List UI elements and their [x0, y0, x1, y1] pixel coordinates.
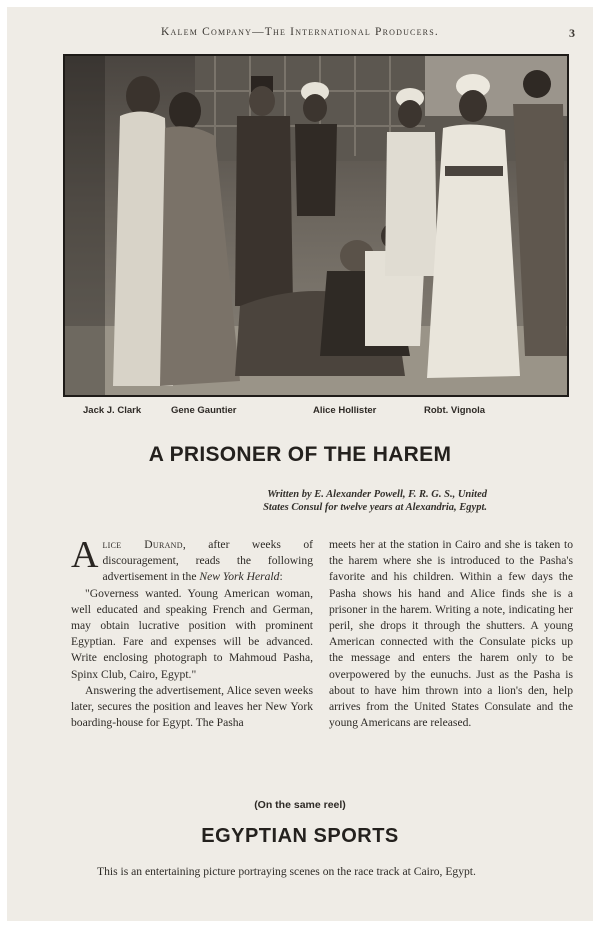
page-number: 3 [569, 26, 575, 40]
article-byline [147, 488, 487, 514]
running-header [7, 26, 593, 38]
paragraph-2-advertisement: "Governess wanted. Young American woman, well educated and speaking French and German, may obtain lucrative position with prominent Egyptian. Fare and expenses will be advanced. Write enclosing photograph to Mahmoud Pasha, Spinx Club, Cairo, Egypt." [71, 586, 313, 681]
byline-line-1: Written by E. Alexander Powell, F. R. G. S., United [267, 489, 487, 500]
magazine-page [7, 7, 593, 921]
paragraph-1-end: : [279, 570, 283, 584]
caption-alice-hollister: Alice Hollister [313, 405, 377, 416]
reel-note: (On the same reel) [254, 799, 346, 811]
paragraph-1-text: , after weeks of discouragement, reads the following advertisement in the [102, 538, 313, 584]
second-film-description [83, 865, 569, 879]
description-paragraph: This is an entertaining picture portraying scenes on the race track at Cairo, Egypt. [97, 865, 476, 878]
drop-cap: A [71, 534, 99, 576]
byline-line-2: States Consul for twelve years at Alexandria, Egypt. [263, 502, 487, 513]
article-title: A PRISONER OF THE HAREM [148, 443, 452, 466]
film-still-photo [63, 54, 569, 397]
caption-robt-vignola: Robt. Vignola [424, 405, 486, 416]
running-title: Kalem Company—The International Producers. [161, 26, 439, 38]
paragraph-3-continued: meets her at the station in Cairo and she is taken to the harem where she is introduced to the Pasha's favorite and his children. Within a few days the Pasha shows his hand and Alice finds she is a prisoner in the harem. Writing a note, indicating her peril, she drops it through the shutters. A young American connected with the Consulate picks up the message and enters the harem only to be overpowered by the eunuchs. Just as the Pasha is about to have him thrown into a lion's den, help arrives from the United States Consulate and the young Americans are released. [329, 538, 573, 730]
paragraph-1 [71, 534, 313, 586]
caption-jack-clark: Jack J. Clark [83, 405, 142, 416]
newspaper-name: New York Herald [199, 570, 280, 584]
paragraph-3-start: Answering the advertisement, Alice seven weeks later, secures the position and leaves her New York boarding-house for Egypt. The Pasha [71, 683, 313, 730]
heroine-name: lice Durand [102, 538, 183, 551]
photo-captions [63, 405, 569, 421]
article-column-right [329, 537, 573, 731]
article-column-left [71, 534, 313, 731]
film-still-illustration [65, 56, 567, 395]
second-film-title: EGYPTIAN SPORTS [201, 825, 399, 847]
caption-gene-gauntier: Gene Gauntier [171, 405, 237, 416]
